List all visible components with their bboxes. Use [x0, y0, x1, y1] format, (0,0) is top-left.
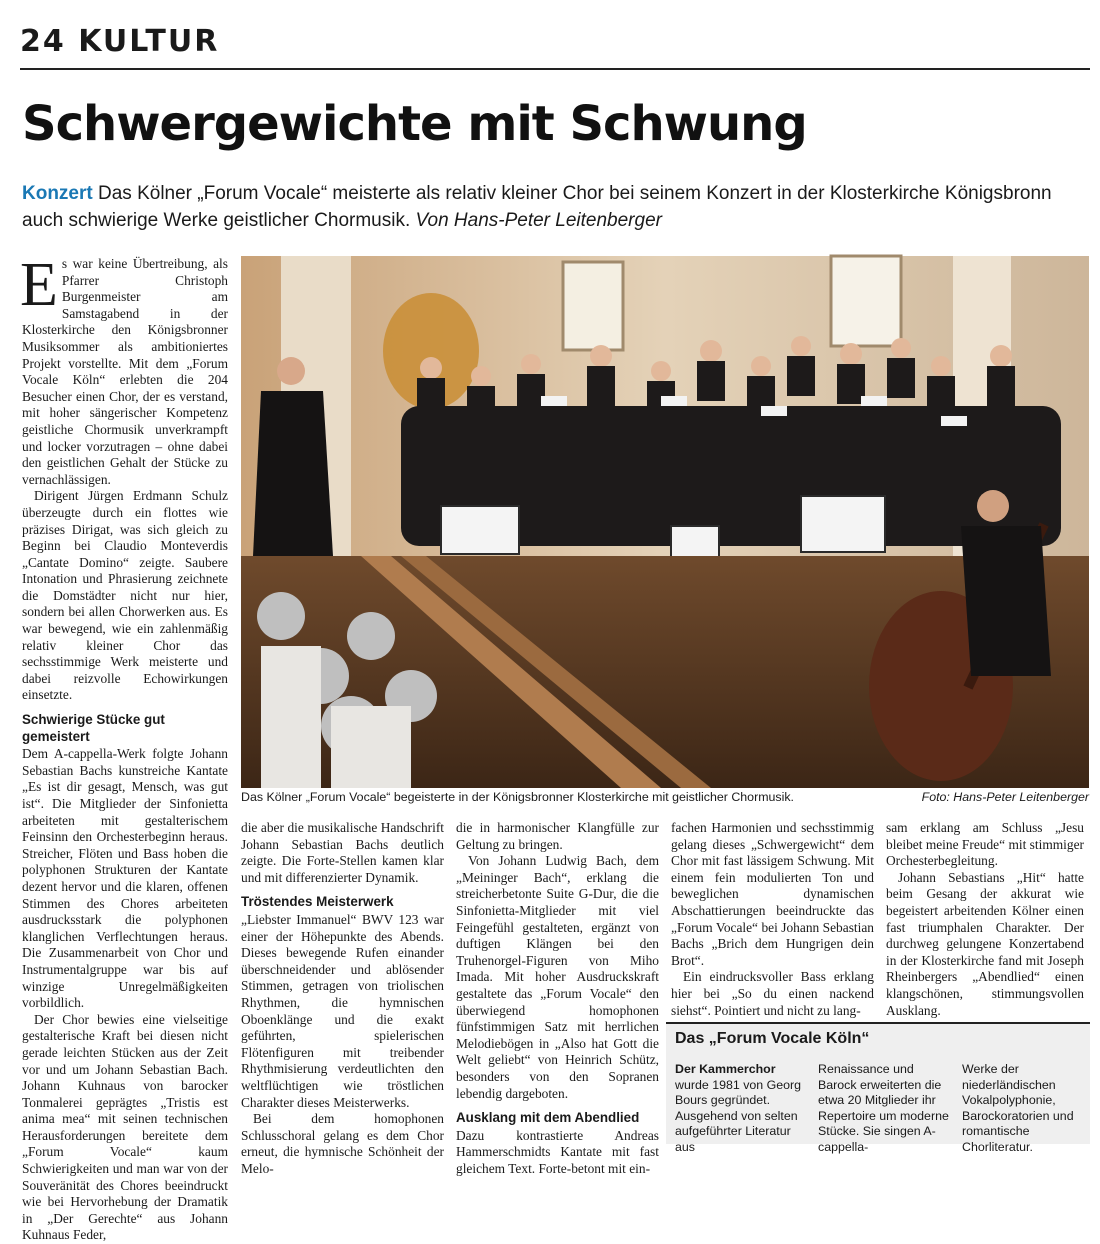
- article-column-1: [20, 251, 228, 1244]
- concert-photo-illustration: [241, 256, 1089, 788]
- subheading: Ausklang mit dem Abendlied: [456, 1110, 640, 1126]
- article-paragraph: Von Johann Ludwig Bach, dem „Meininger Bach“, erklang die streicherbetonte Suite G-Dur, die die Sinfonietta-Mitglieder mit viel Feingefühl gestalteten, ergänzt von duftigen Klängen bei den Truhenorgel-Figuren von Miho Imada. Mit hoher Ausdruckskraft gestaltete das „Forum Vocale“ den überwiegend homophonen fünfstimmigen Satz mit herrlichen Melodiebögen in „Also hat Gott die Welt geliebt“ von Heinrich Schütz, besonders von den Sopranen lebendig dargeboten.: [456, 853, 659, 1101]
- lead-kicker: Konzert: [22, 183, 93, 204]
- header-rule: [20, 68, 1090, 70]
- info-box: [666, 1022, 1090, 1154]
- article-paragraph: Dem A-cappella-Werk folgte Johann Sebastian Bachs kunstreiche Kantate „Es ist dir gesagt, Mensch, was gut ist“. Die Mitglieder der Sinfonietta arbeiteten mit gestalterischem Feinsinn den Orchesterbeginn heraus. Streicher, Flöten und Bass hoben die polyphonen Strukturen der Kantate dezent hervor und die klaren, offenen Stimmen des Chores arbeiteten ausdrucksstark die polyphonen klanglichen Verflechtungen heraus. Die Zusammenarbeit von Chor und Instrumentalgruppe war bis auf winzige Unregelmäßigkeiten vorbildlich.: [22, 746, 228, 1011]
- article-paragraph: Johann Sebastians „Hit“ hatte beim Gesang der akkurat wie begeistert arbeitenden Kölner einen fast triumphalen Charakter. Der durchweg gelungene Konzertabend in der Klosterkirche fand mit Joseph Rheinbergers „Abendlied“ einen klangschönen, stimmungsvollen Ausklang.: [886, 869, 1084, 1018]
- article-paragraph: Der Chor bewies eine vielseitige gestalterische Kraft bei diesen nicht gerade leichten Stücken aus der Zeit vor und um Johann Sebastian Bach. Johann Kuhnaus von barocker Tonmalerei geprägtes „Tristis est anima mea“ mit seinen technischen Herausforderungen bereitete dem „Forum Vocale“ kaum Schwierigkeiten und man war von der Souveränität des Chores beeindruckt wie bei Hervorhebung der Dramatik in „Der Gerechte“ aus Johann Kuhnaus Feder,: [22, 1011, 228, 1243]
- article-paragraph: Dirigent Jürgen Erdmann Schulz überzeugte durch ein flottes wie präzises Dirigat, was sich gleich zu Beginn bei Claudio Monteverdis „Cantate Domino“ zeigte. Saubere Intonation und Phrasierung zeichnete die Domstädter nicht nur hier, sondern bei allen Chorwerken aus. Es war bewegend, wie ein zahlenmäßig relativ kleiner Chor das sechsstimmige Werk meisterte und dabei reizvolle Echowirkungen einsetzte.: [22, 488, 228, 703]
- caption-text: Das Kölner „Forum Vocale“ begeisterte in der Königsbronner Klosterkirche mit geistlicher Chormusik.: [241, 790, 794, 804]
- article-column-5: [886, 820, 1084, 1019]
- article-paragraph: die aber die musikalische Handschrift Johann Sebastian Bachs deutlich zeigte. Die Forte-Stellen kamen klar und mit differenzierter Dynamik.: [241, 820, 444, 885]
- subheading: Schwierige Stücke gut gemeistert: [22, 712, 165, 744]
- article-column-3: [456, 820, 659, 1177]
- info-box-subheading: Der Kammerchor: [675, 1062, 776, 1076]
- subheading: Tröstendes Meisterwerk: [241, 894, 394, 910]
- section-header: 24 KULTUR: [20, 24, 220, 59]
- article-column-2: [241, 820, 444, 1177]
- article-paragraph: „Liebster Immanuel“ BWV 123 war einer der Höhepunkte des Abends. Dieses bewegende Rufen einander überschneidender und ablösender Stimmen, getragen von triolischen Rhythmen, die hymnischen Oboenklänge und die exakt geführten, spielerischen Flötenfiguren mit treibender Rhythmisierung verdeutlichten den weltflüchtigen wie tröstlichen Charakter dieses Meisterwerks.: [241, 911, 444, 1110]
- lead-text: Das Kölner „Forum Vocale“ meisterte als relativ kleiner Chor bei seinem Konzert in der Klosterkirche Königsbronn auch schwierige Werke geistlicher Chormusik.: [22, 183, 1052, 231]
- drop-cap: E: [20, 251, 58, 319]
- article-paragraph: sam erklang am Schluss „Jesu bleibet meine Freude“ mit stimmiger Orchesterbegleitung.: [886, 820, 1084, 869]
- info-box-column-2: Renaissance und Barock erweiterten die etwa 20 Mitglieder ihr Repertoire um moderne Stücke. Sie singen A-cappella-: [818, 1062, 949, 1154]
- concert-photo: [241, 256, 1089, 788]
- byline: Von Hans-Peter Leitenberger: [415, 210, 662, 231]
- headline: Schwergewichte mit Schwung: [22, 96, 807, 152]
- article-paragraph: [20, 251, 228, 488]
- info-box-column-1: [675, 1062, 809, 1155]
- article-paragraph: Ein eindrucksvoller Bass erklang hier bei „So du einen nackend siehst“. Pointiert und nicht zu lang-: [671, 969, 874, 1018]
- article-paragraph: Bei dem homophonen Schlusschoral gelang es dem Chor erneut, die hymnische Schönheit der Melo-: [241, 1111, 444, 1176]
- photo-credit: Foto: Hans-Peter Leitenberger: [921, 790, 1089, 804]
- lead-paragraph: [22, 180, 1082, 234]
- info-box-title: Das „Forum Vocale Köln“: [675, 1030, 870, 1047]
- info-box-text: wurde 1981 von Georg Bours gegründet. Ausgehend von selten aufgeführter Literatur aus: [675, 1077, 802, 1154]
- article-paragraph: Dazu kontrastierte Andreas Hammerschmidts Kantate mit fast gleichem Text. Forte-betont mit ein-: [456, 1127, 659, 1176]
- article-column-4: [671, 820, 874, 1019]
- info-box-column-3: Werke der niederländischen Vokalpolyphonie, Barockoratorien und romantische Chorliteratur.: [962, 1062, 1074, 1154]
- article-paragraph: fachen Harmonien und sechsstimmig gelang dieses „Schwergewicht“ dem Chor mit fast lässigem Schwung. Mit einem fein modulierten Ton und beweglichen dynamischen Abschattierungen beeindruckte das „Forum Vocale“ bei Johann Sebastian Bachs „Brich dem Hungrigen dein Brot“.: [671, 820, 874, 968]
- photo-caption: [241, 790, 1089, 804]
- paragraph-text: s war keine Übertreibung, als Pfarrer Christoph Burgenmeister am Samstagabend in der Klosterkirche den Königsbronner Musiksommer als ambitioniertes Projekt vorstellte. Mit dem „Forum Vocale Köln“ erlebten die 204 Besucher einen Chor, der es verstand, mit hoher sängerischer Kompetenz geistliche Chormusik unverkrampft und locker vorzutragen – ohne dabei den geistlichen Gehalt der Stücke zu vernachlässigen.: [22, 256, 228, 487]
- article-paragraph: die in harmonischer Klangfülle zur Geltung zu bringen.: [456, 820, 659, 852]
